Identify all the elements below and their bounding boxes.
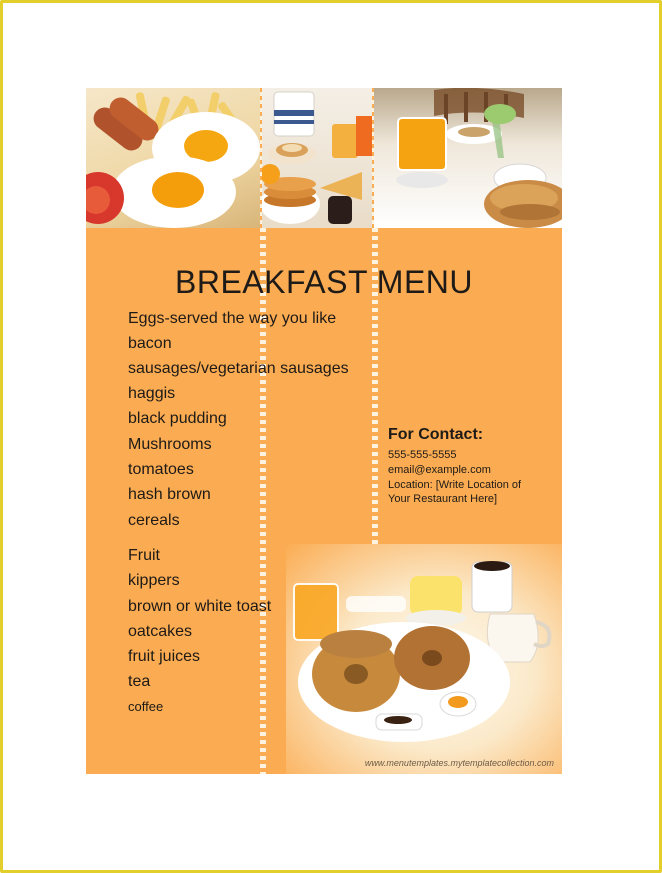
menu-item: tea bbox=[128, 673, 151, 690]
menu-item: oatcakes bbox=[128, 623, 193, 640]
menu-item: Eggs-served the way you like bbox=[128, 310, 337, 327]
menu-item: fruit juices bbox=[128, 648, 201, 665]
menu-item: tomatoes bbox=[128, 461, 194, 478]
pancakes-illustration bbox=[262, 88, 374, 228]
menu-item: Fruit bbox=[128, 547, 160, 564]
menu-item: haggis bbox=[128, 385, 176, 402]
table-setting-photo bbox=[374, 88, 562, 228]
footer-url: www.menutemplates.mytemplatecollection.com bbox=[364, 758, 554, 768]
contact-phone: 555-555-5555 bbox=[388, 449, 457, 461]
menu-item: black pudding bbox=[128, 410, 227, 427]
menu-item: sausages/vegetarian sausages bbox=[128, 360, 349, 377]
contact-location: Location: [Write Location of bbox=[388, 479, 522, 491]
contact-email: email@example.com bbox=[388, 464, 491, 476]
menu-item: cereals bbox=[128, 512, 180, 529]
menu-item: bacon bbox=[128, 335, 172, 352]
menu-item: brown or white toast bbox=[128, 598, 272, 615]
menu-title: BREAKFAST MENU bbox=[174, 264, 474, 300]
eggs-sausages-photo bbox=[86, 88, 262, 228]
menu-item: kippers bbox=[128, 572, 180, 589]
bagels-illustration bbox=[286, 544, 562, 774]
menu-item: Mushrooms bbox=[128, 436, 212, 453]
bagels-photo bbox=[286, 544, 562, 774]
menu-item: hash brown bbox=[128, 486, 211, 503]
eggs-sausages-illustration bbox=[86, 88, 262, 228]
menu-item: coffee bbox=[128, 699, 164, 714]
menu-flyer bbox=[86, 88, 562, 774]
contact-heading: For Contact: bbox=[388, 426, 484, 443]
pancakes-photo bbox=[262, 88, 374, 228]
contact-location: Your Restaurant Here] bbox=[388, 493, 498, 505]
table-setting-illustration bbox=[374, 88, 562, 228]
